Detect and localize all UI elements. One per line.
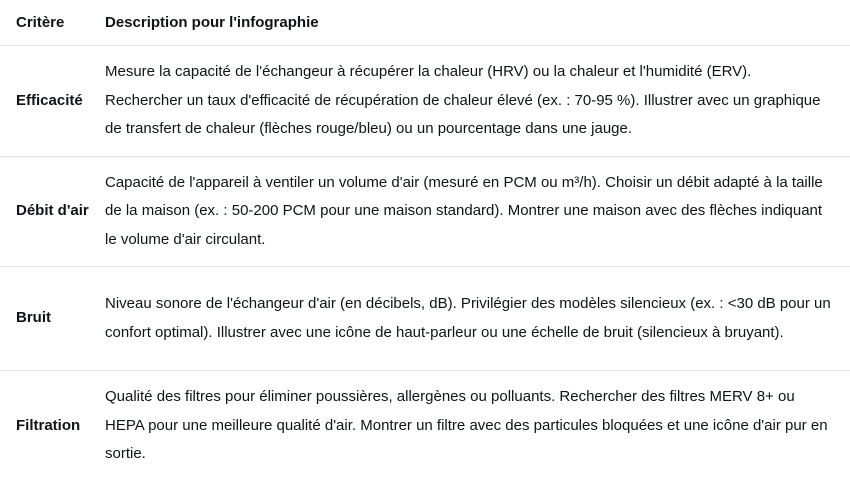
table-row (0, 267, 850, 371)
row-criterion: Filtration (16, 416, 81, 434)
row-description: Mesure la capacité de l'échangeur à récupérer la chaleur (HRV) ou la chaleur et l'humidité (ERV). Rechercher un taux d'efficacité de récupération de chaleur élevé (ex. : 70-95 %). Illustrer avec un graphique de transfert de chaleur (flèches rouge/bleu) ou un pourcentage dans une jauge. (105, 46, 850, 157)
row-criterion: Bruit (0, 267, 105, 371)
header-criterion: Critère (0, 0, 105, 46)
table-row (0, 156, 850, 267)
table-row (0, 371, 850, 481)
table-row (0, 46, 850, 157)
row-criterion: Débit d'air (0, 156, 105, 267)
row-description: Qualité des filtres pour éliminer poussières, allergènes ou polluants. Rechercher des filtres MERV 8+ ou HEPA pour une meilleure qualité d'air. Montrer un filtre avec des particules bloquées et une icône d'air pur en sortie. (105, 388, 828, 462)
row-criterion: Efficacité (0, 46, 105, 157)
row-description: Capacité de l'appareil à ventiler un volume d'air (mesuré en PCM ou m³/h). Choisir un débit adapté à la taille de la maison (ex. : 50-200 PCM pour une maison standard). Montrer une maison avec des flèches indiquant le volume d'air circulant. (105, 156, 850, 267)
table-header-row (0, 0, 850, 46)
header-description: Description pour l'infographie (105, 0, 850, 46)
row-description: Niveau sonore de l'échangeur d'air (en décibels, dB). Privilégier des modèles silencieux (ex. : <30 dB pour un confort optimal). Illustrer avec une icône de haut-parleur ou une échelle de bruit (silencieux à bruyant). (105, 267, 850, 371)
